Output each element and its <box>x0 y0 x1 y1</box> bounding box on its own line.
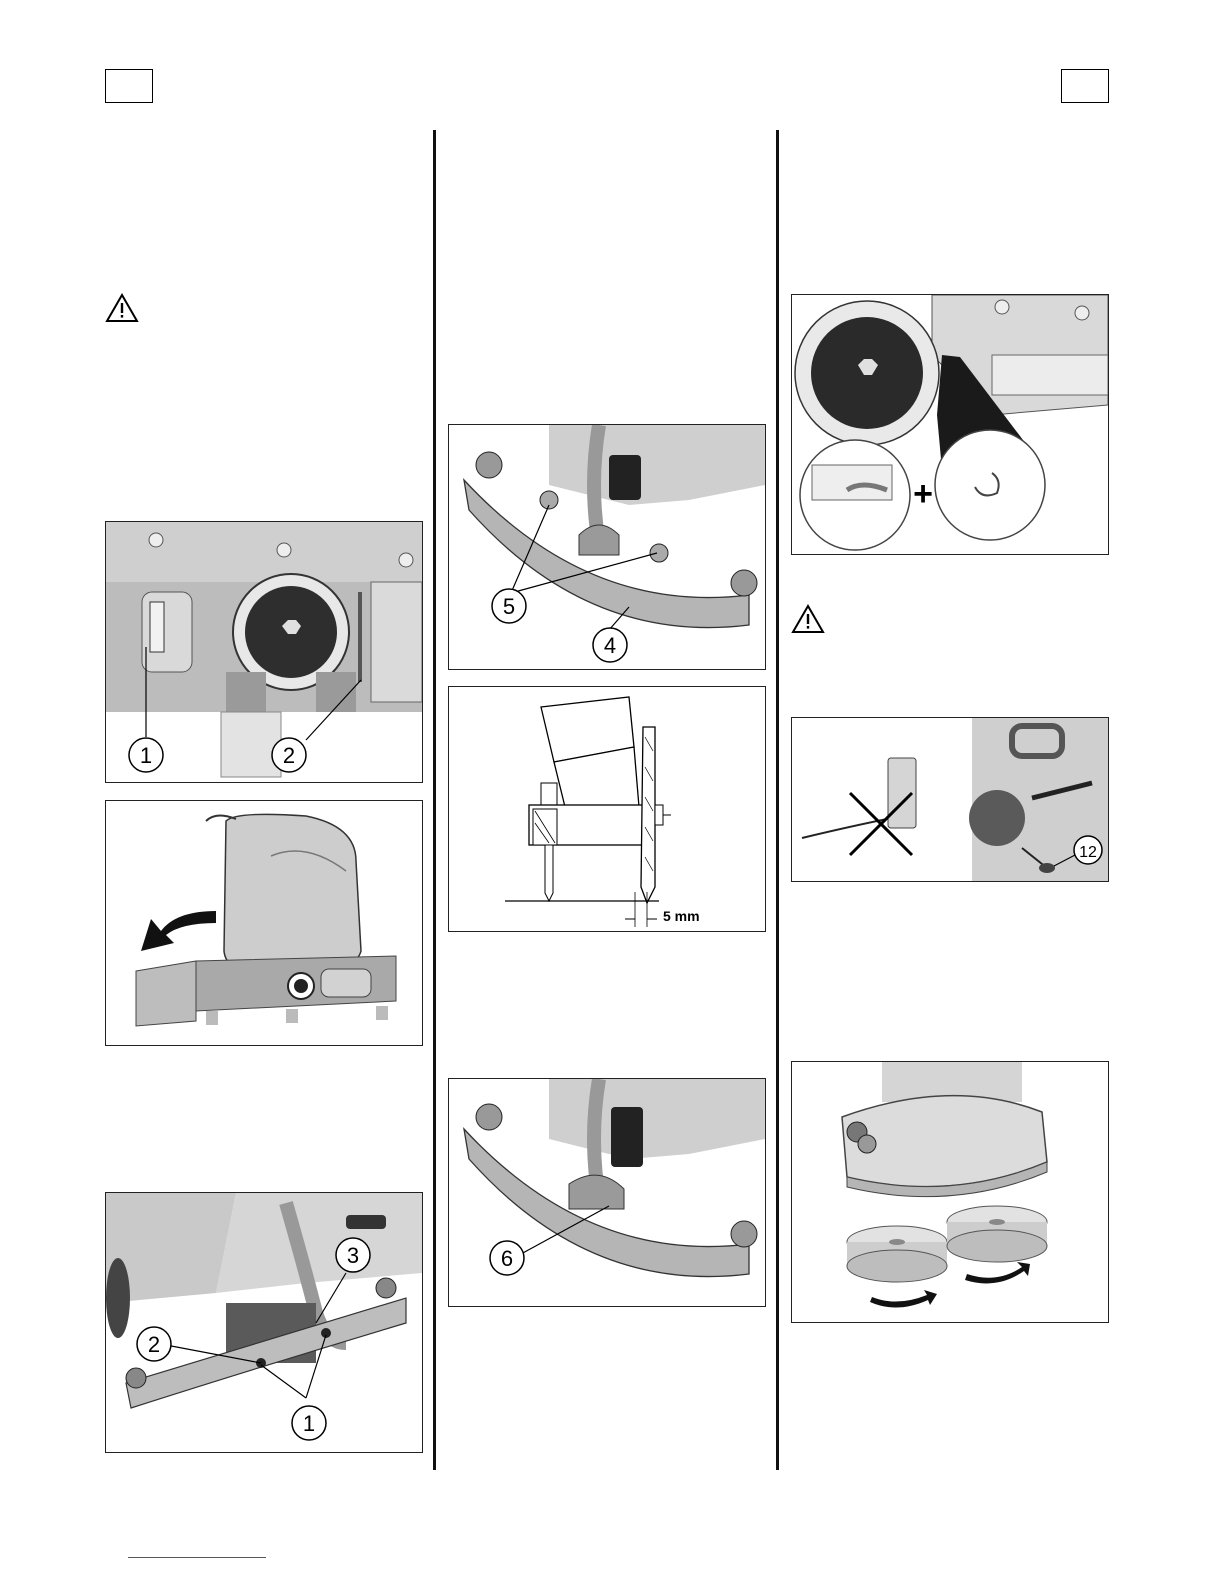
figure-squeegee-knobs <box>448 424 766 670</box>
callout-1 <box>129 738 163 772</box>
warning-triangle-icon <box>791 604 825 634</box>
rotate-arrow-icon <box>870 1290 937 1308</box>
plus-sign: + <box>913 475 933 513</box>
figure-scrubber-underside <box>105 521 423 783</box>
svg-text:5: 5 <box>502 594 516 619</box>
column-divider-right <box>776 130 779 1470</box>
callout-4 <box>593 628 627 662</box>
figure-brush-removal <box>791 1061 1109 1323</box>
callout-2 <box>272 738 306 772</box>
rotate-arrow-icon <box>141 911 216 951</box>
callout-12 <box>1074 836 1102 864</box>
figure-tilt-machine <box>105 800 423 1046</box>
measure-label: 5 mm <box>663 908 700 924</box>
warning-triangle-icon <box>105 293 139 323</box>
callout-1 <box>292 1406 326 1440</box>
callout-2 <box>137 1327 171 1361</box>
svg-text:6: 6 <box>500 1246 514 1271</box>
svg-text:3: 3 <box>346 1243 360 1268</box>
figure-squeegee-section <box>448 686 766 932</box>
column-divider-left <box>433 130 436 1470</box>
callout-3 <box>336 1238 370 1272</box>
callout-5 <box>492 589 526 623</box>
figure-squeegee-rear <box>105 1192 423 1453</box>
svg-text:2: 2 <box>147 1332 161 1357</box>
svg-text:4: 4 <box>603 633 617 658</box>
figure-battery-connector <box>791 717 1109 882</box>
rotate-arrow-icon <box>965 1262 1030 1283</box>
svg-text:2: 2 <box>282 743 296 768</box>
footer-link-underline[interactable] <box>128 1557 266 1558</box>
language-box-right <box>1061 69 1109 103</box>
callout-6 <box>490 1241 524 1275</box>
figure-squeegee-hose <box>448 1078 766 1307</box>
svg-text:12: 12 <box>1079 844 1097 861</box>
figure-wheel-pin <box>791 294 1109 555</box>
svg-text:1: 1 <box>302 1411 316 1436</box>
svg-text:1: 1 <box>139 743 153 768</box>
language-box-left <box>105 69 153 103</box>
